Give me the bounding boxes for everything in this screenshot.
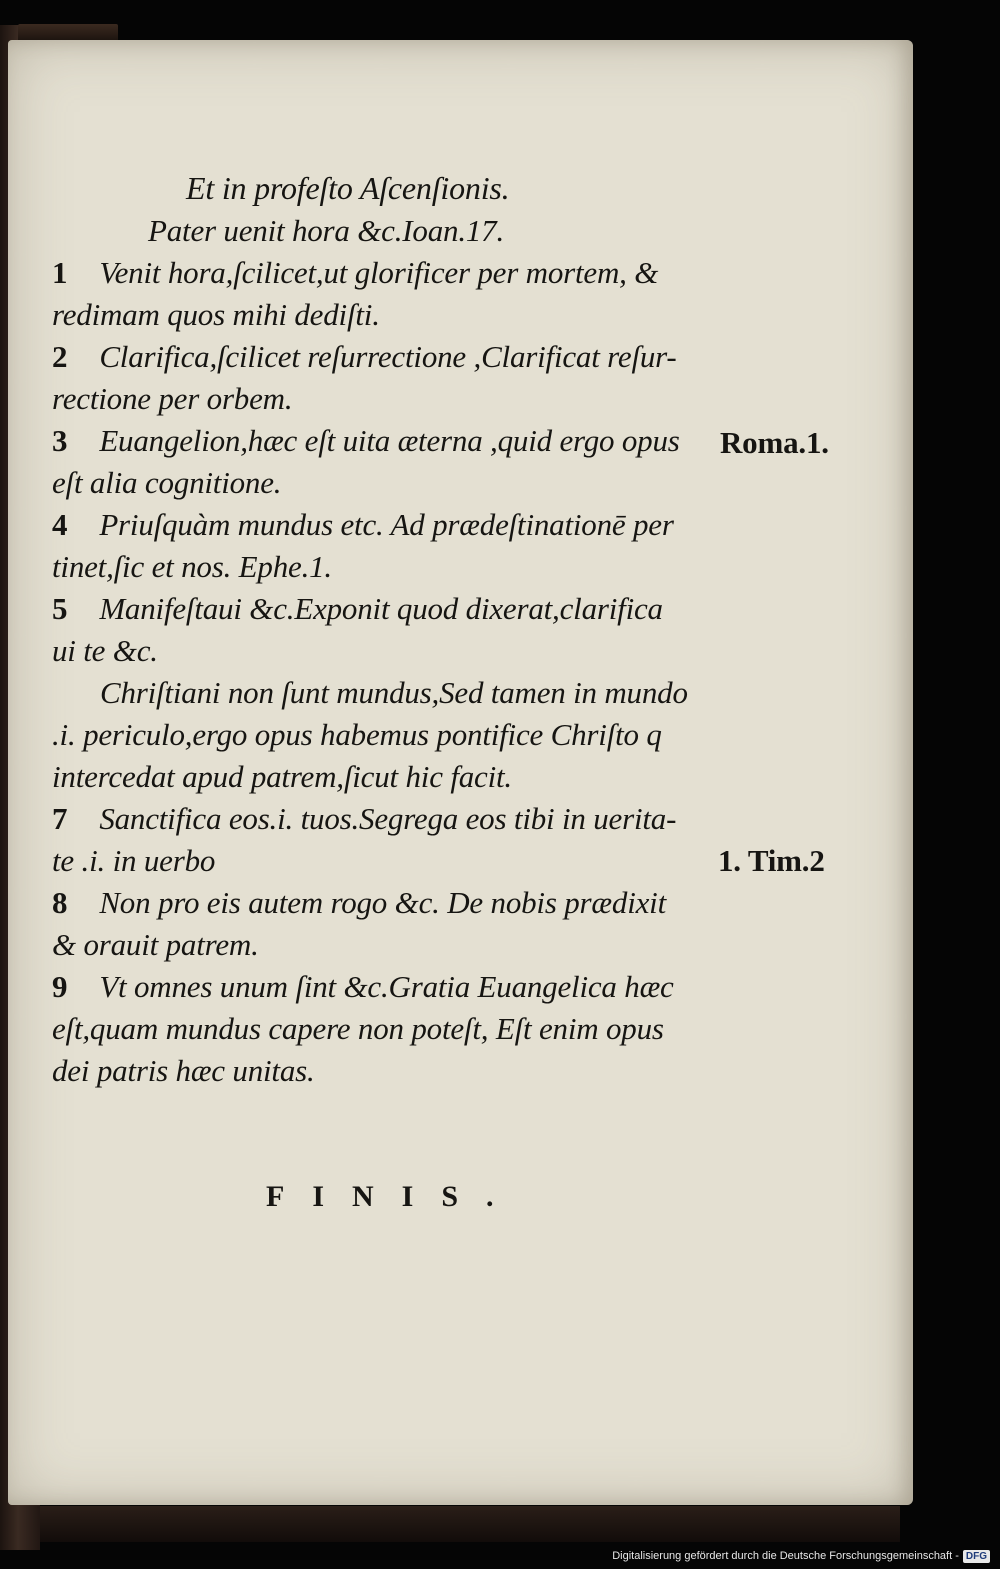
verse-number: 9 bbox=[52, 969, 68, 1004]
verse-text: Manifeſtaui &c.Exponit quod dixerat,clarifica bbox=[99, 591, 663, 626]
dfg-logo: DFG bbox=[963, 1550, 990, 1563]
verse-text: Non pro eis autem rogo &c. De nobis prædixit bbox=[99, 885, 666, 920]
footer-credit-text: Digitalisierung gefördert durch die Deutsche Forschungsgemeinschaft - bbox=[612, 1550, 959, 1562]
text-line-11: Chriſtiani non ſunt mundus,Sed tamen in mundo bbox=[100, 675, 688, 710]
margin-note-tim: 1. Tim.2 bbox=[718, 843, 825, 878]
text-line-6: eſt alia cognitione. bbox=[52, 465, 282, 500]
verse-text: Sanctifica eos.i. tuos.Segrega eos tibi in ueritа- bbox=[99, 801, 677, 836]
text-line-7 bbox=[52, 507, 674, 543]
page-title: Et in profeſto Aſcenſionis. bbox=[186, 170, 510, 206]
page-text bbox=[8, 40, 913, 1505]
text-line-5 bbox=[52, 423, 680, 459]
verse-text: Clarifica,ſcilicet reſurrectione ,Clarificat reſur- bbox=[99, 339, 677, 374]
text-line-20: dei patris hæc unitas. bbox=[52, 1053, 315, 1088]
verse-number: 7 bbox=[52, 801, 68, 836]
text-line-19: eſt,quam mundus capere non poteſt, Eſt enim opus bbox=[52, 1011, 664, 1046]
book-bottom-edge bbox=[40, 1506, 900, 1542]
text-line-3 bbox=[52, 339, 677, 375]
page-subtitle: Pater uenit hora &c.Ioan.17. bbox=[148, 213, 505, 248]
verse-text: Priuſquàm mundus etc. Ad prædeſtinationē per bbox=[99, 507, 674, 542]
verse-text: Venit hora,ſcilicet,ut glorificer per mortem, & bbox=[99, 255, 659, 290]
book-page bbox=[8, 40, 913, 1505]
text-line-14 bbox=[52, 801, 676, 837]
verse-text: Euangelion,hæc eſt uita æterna ,quid ergo opus bbox=[99, 423, 680, 458]
verse-number: 1 bbox=[52, 255, 68, 290]
text-line-1 bbox=[52, 255, 658, 291]
text-line-2: redimam quos mihi dediſti. bbox=[52, 297, 380, 332]
verse-number: 4 bbox=[52, 507, 68, 542]
verse-text: Vt omnes unum ſint &c.Gratia Euangelica hæc bbox=[99, 969, 674, 1004]
text-line-4: rectione per orbem. bbox=[52, 381, 293, 416]
text-line-17: & orauit patrem. bbox=[52, 927, 259, 962]
text-line-15: te .i. in uerbo bbox=[52, 843, 216, 878]
verse-number: 8 bbox=[52, 885, 68, 920]
finis-colophon: FINIS. bbox=[266, 1180, 522, 1213]
digitization-footer bbox=[612, 1547, 990, 1565]
verse-number: 5 bbox=[52, 591, 68, 626]
text-line-18 bbox=[52, 969, 674, 1005]
verse-number: 2 bbox=[52, 339, 68, 374]
text-line-13: intercedat apud patrem,ſicut hic facit. bbox=[52, 759, 512, 794]
text-line-10: ui te &c. bbox=[52, 633, 158, 668]
text-line-8: tinet,ſic et nos. Ephe.1. bbox=[52, 549, 332, 584]
verse-number: 3 bbox=[52, 423, 68, 458]
text-line-16 bbox=[52, 885, 666, 921]
text-line-9 bbox=[52, 591, 663, 627]
text-line-12: .i. periculo,ergo opus habemus pontifice Chriſto q bbox=[52, 717, 662, 752]
margin-note-roma: Roma.1. bbox=[720, 425, 829, 460]
